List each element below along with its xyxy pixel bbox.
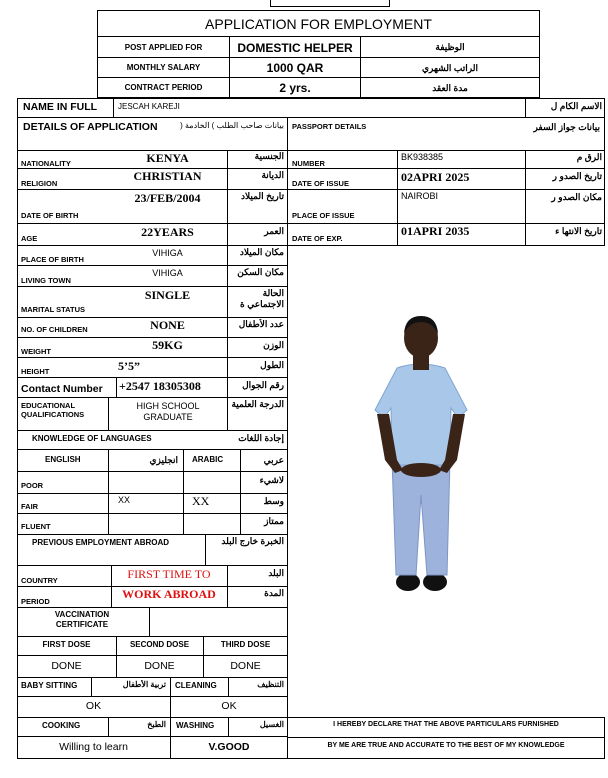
vaccination-label: VACCINATION CERTIFICATE: [54, 610, 110, 629]
declaration-line-2: BY ME ARE TRUE AND ACCURATE TO THE BEST OF MY KNOWLEDGE: [327, 742, 565, 749]
dob-ar: تاريخ الميلاد: [241, 191, 284, 201]
first-dose-value: DONE: [51, 660, 82, 672]
vaccination-empty-cell: [149, 607, 288, 637]
dob-value: 23/FEB/2004: [134, 191, 201, 205]
skills-divider-1: [91, 677, 92, 697]
salary-ar: الراتب الشهري: [360, 57, 540, 78]
contract-ar: مدة العقد: [360, 77, 540, 98]
row-line: [17, 565, 288, 566]
height-value: 5’5”: [118, 359, 140, 373]
page-title: APPLICATION FOR EMPLOYMENT: [97, 10, 540, 37]
contract-value: 2 yrs.: [229, 77, 361, 98]
contact-divider: [116, 377, 117, 397]
edu-label: EDUCATIONAL QUALIFICATIONS: [21, 401, 85, 420]
issue-place-label: PLACE OF ISSUE: [292, 211, 355, 220]
lang-col-divider-1: [108, 449, 109, 535]
height-label: HEIGHT: [21, 367, 50, 376]
name-divider: [113, 98, 114, 118]
third-dose-value: DONE: [230, 660, 261, 672]
issue-place-value: NAIROBI: [401, 191, 439, 201]
details-divider: [287, 117, 288, 151]
row-line: [17, 357, 288, 358]
contact-label: Contact Number: [21, 383, 103, 395]
previous-ar: الخبرة خارج البلد: [221, 536, 284, 546]
weight-value: 59KG: [152, 338, 183, 352]
languages-ar: إجادة اللغات: [238, 433, 284, 443]
second-dose-value: DONE: [144, 660, 175, 672]
expiry-value: 01APRI 2035: [401, 224, 470, 238]
row-line: [17, 223, 288, 224]
washing-value: V.GOOD: [208, 741, 250, 753]
marital-ar: الحالة الاجتماعي ة: [240, 288, 284, 310]
cooking-label: COOKING: [42, 721, 81, 730]
row-line: [17, 189, 288, 190]
skills-divider-4: [108, 717, 109, 737]
dob-label: DATE OF BIRTH: [21, 211, 79, 220]
row-line: [287, 168, 605, 169]
fair-label: FAIR: [21, 502, 39, 511]
declaration-divider: [287, 737, 605, 738]
poor-ar: لاشيء: [259, 475, 284, 485]
cleaning-label: CLEANING: [175, 681, 217, 690]
washing-label: WASHING: [176, 721, 215, 730]
hands: [401, 463, 441, 477]
fair-ar: وسط: [263, 496, 284, 506]
english-ar: انجليزي: [149, 455, 178, 465]
living-ar: مكان السكن: [237, 267, 284, 277]
passport-number-label: NUMBER: [292, 159, 325, 168]
languages-label: KNOWLEDGE OF LANGUAGES: [32, 434, 152, 443]
row-line: [17, 265, 288, 266]
contact-value: +2547 18305308: [119, 379, 201, 393]
passport-col-divider-ar: [525, 150, 526, 246]
skills-divider-5: [170, 717, 171, 737]
weight-label: WEIGHT: [21, 347, 51, 356]
children-label: NO. OF CHILDREN: [21, 325, 88, 334]
row-line: [17, 377, 288, 378]
age-value: 22YEARS: [141, 225, 194, 239]
skills-divider-3: [228, 677, 229, 697]
expiry-label: DATE OF EXP.: [292, 234, 343, 243]
issue-date-value: 02APRI 2025: [401, 170, 470, 184]
nationality-label: NATIONALITY: [21, 159, 71, 168]
trousers: [392, 460, 450, 575]
salary-label: MONTHLY SALARY: [97, 57, 230, 78]
issue-date-ar: تاريخ الصدو ر: [552, 171, 602, 181]
passport-number-value: BK938385: [401, 152, 444, 162]
lang-col-divider-2: [183, 449, 184, 535]
row-line: [287, 245, 605, 246]
previous-label: PREVIOUS EMPLOYMENT ABROAD: [32, 538, 170, 547]
cleaning-value: OK: [221, 700, 237, 712]
issue-date-label: DATE OF ISSUE: [292, 179, 349, 188]
age-ar: العمر: [264, 226, 284, 236]
edu-row-frame: [17, 397, 288, 430]
country-value: FIRST TIME TO: [127, 567, 211, 581]
edu-ar: الدرجة العلمية: [231, 399, 284, 409]
washing-ar: الغسيل: [259, 720, 284, 729]
baby-sitting-ar: تربية الأطفال: [122, 680, 166, 689]
cooking-ar: الطبخ: [147, 720, 166, 729]
logo-remnant: [270, 0, 390, 7]
details-label: DETAILS OF APPLICATION: [23, 121, 158, 133]
children-ar: عدد الأطفال: [238, 319, 284, 329]
issue-place-ar: مكان الصدو ر: [551, 192, 602, 202]
poor-label: POOR: [21, 481, 44, 490]
name-ar: الاسم الكام ل: [550, 101, 602, 111]
lang-col-divider-3: [240, 449, 241, 535]
row-line: [17, 513, 288, 514]
pob-ar: مكان الميلاد: [239, 247, 284, 257]
weight-ar: الوزن: [263, 340, 284, 350]
fair-english-mark: XX: [118, 495, 131, 505]
passport-ar: بيانات جواز السفر: [533, 122, 600, 132]
skills-divider-2: [170, 677, 171, 697]
nationality-value: KENYA: [146, 151, 189, 165]
nationality-ar: الجنسية: [254, 151, 284, 161]
contract-label: CONTRACT PERIOD: [97, 77, 230, 98]
passport-label: PASSPORT DETAILS: [292, 122, 367, 131]
age-label: AGE: [21, 234, 38, 243]
row-line: [287, 189, 605, 190]
previous-divider: [205, 534, 206, 566]
baby-sitting-value: OK: [85, 700, 102, 712]
details-ar: بيانات صاحب الطلب ) الخادمة (: [180, 121, 284, 130]
marital-label: MARITAL STATUS: [21, 305, 86, 314]
skills-divider-6: [228, 717, 229, 737]
name-divider-ar: [525, 98, 526, 118]
period-value: WORK ABROAD: [122, 587, 216, 601]
row-line: [17, 245, 288, 246]
pob-label: PLACE OF BIRTH: [21, 255, 84, 264]
expiry-ar: تاريخ الانتها ء: [555, 226, 602, 236]
baby-sitting-label: BABY SITTING: [21, 681, 78, 690]
period-label: PERIOD: [21, 597, 50, 606]
arabic-ar: عربي: [263, 455, 284, 465]
row-line: [17, 286, 288, 287]
english-label: ENGLISH: [45, 455, 81, 464]
row-line: [17, 471, 288, 472]
cooking-value: Willing to learn: [59, 741, 128, 753]
living-label: LIVING TOWN: [21, 276, 71, 285]
post-label: POST APPLIED FOR: [97, 36, 230, 58]
applicant-photo: [355, 310, 485, 600]
declaration-line-1: I HEREBY DECLARE THAT THE ABOVE PARTICULARS FURNISHED: [333, 721, 559, 728]
height-ar: الطول: [260, 360, 284, 370]
religion-ar: الديانة: [261, 170, 284, 180]
religion-value: CHRISTIAN: [133, 169, 202, 183]
post-ar: الوظيفة: [360, 36, 540, 58]
marital-value: SINGLE: [144, 288, 191, 302]
first-dose-label: FIRST DOSE: [42, 640, 91, 649]
contact-ar: رقم الجوال: [242, 380, 284, 390]
shoe-right: [423, 573, 447, 591]
second-dose-label: SECOND DOSE: [129, 640, 190, 649]
salary-value: 1000 QAR: [229, 57, 361, 78]
cleaning-ar: التنظيف: [257, 680, 284, 689]
period-ar: المدة: [264, 588, 284, 598]
pob-value: VIHIGA: [152, 248, 183, 258]
living-value: VIHIGA: [152, 268, 183, 278]
fluent-label: FLUENT: [21, 522, 51, 531]
name-value: JESCAH KAREJI: [118, 102, 180, 111]
row-line: [17, 493, 288, 494]
fluent-ar: ممتاز: [264, 516, 284, 526]
arabic-label: ARABIC: [192, 455, 224, 464]
passport-col-divider: [397, 150, 398, 246]
children-value: NONE: [150, 318, 185, 332]
shoe-left: [396, 573, 420, 591]
third-dose-label: THIRD DOSE: [220, 640, 271, 649]
edu-value: HIGH SCHOOL GRADUATE: [136, 401, 200, 423]
post-value: DOMESTIC HELPER: [229, 36, 361, 58]
name-label: NAME IN FULL: [23, 101, 98, 113]
fair-arabic-mark: XX: [192, 494, 210, 508]
passport-number-ar: الرق م: [576, 152, 602, 162]
country-label: COUNTRY: [21, 576, 58, 585]
country-ar: البلد: [268, 568, 284, 578]
religion-label: RELIGION: [21, 179, 58, 188]
